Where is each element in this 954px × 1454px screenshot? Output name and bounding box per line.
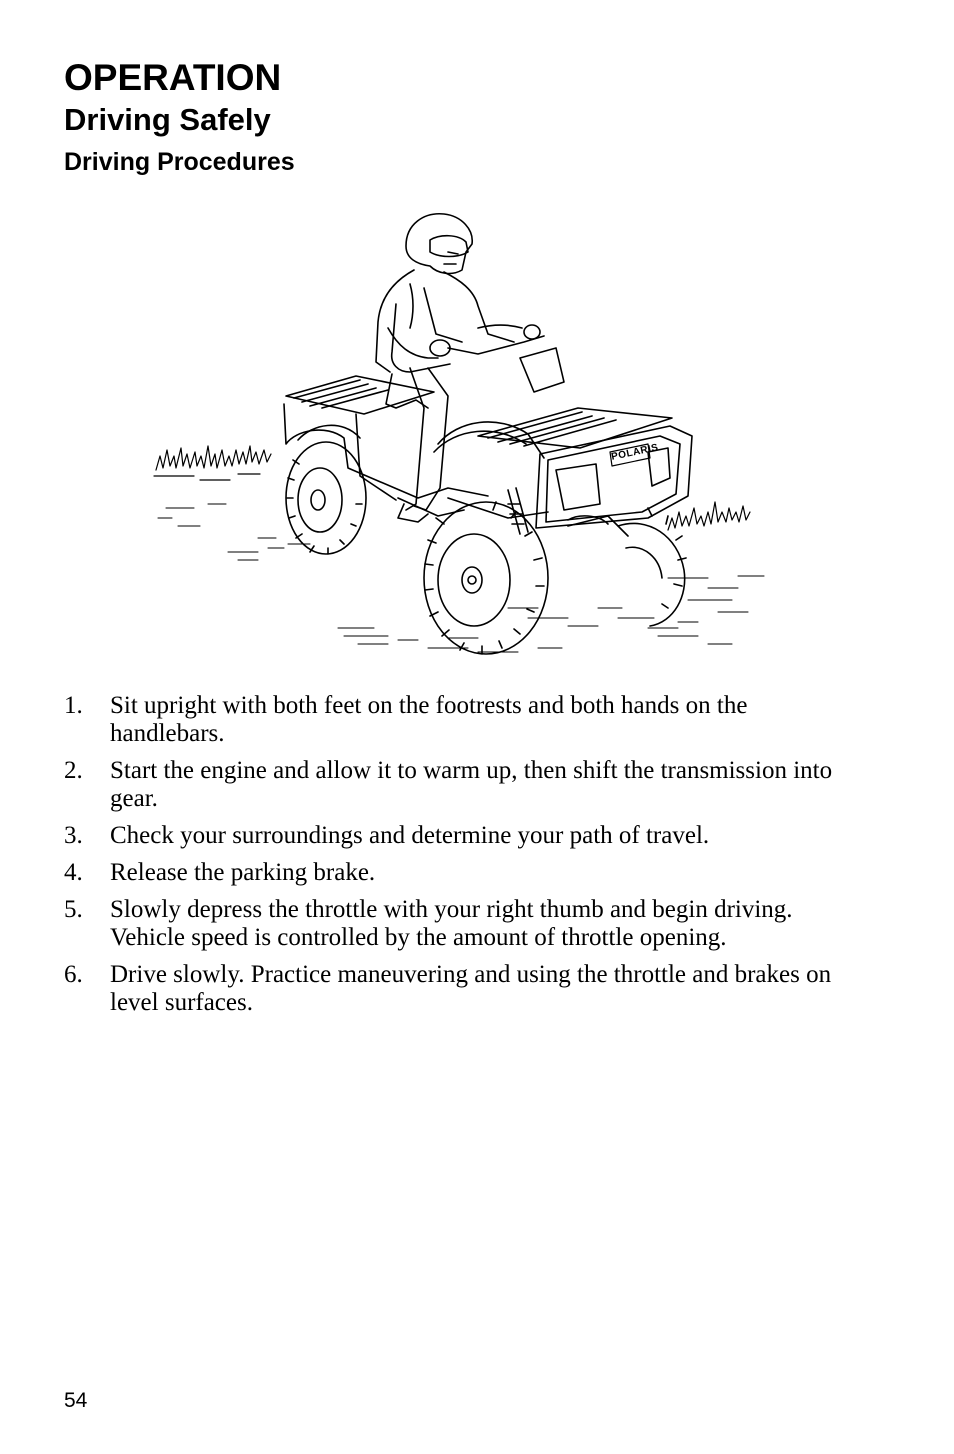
brand-logo-text: POLARIS — [610, 442, 660, 463]
step-text: Start the engine and allow it to warm up, then shift the transmission into gear. — [110, 757, 833, 812]
step-number: 6. — [64, 961, 83, 988]
step-number: 2. — [64, 757, 83, 784]
step-item — [64, 692, 844, 748]
step-item — [64, 822, 844, 850]
atv-rider-illustration — [148, 208, 778, 660]
step-number: 5. — [64, 896, 83, 923]
grass-right — [668, 502, 750, 530]
atv-body — [284, 348, 692, 536]
grass-left — [154, 446, 271, 480]
step-item — [64, 961, 844, 1017]
subsection-title: Driving Safely — [64, 102, 271, 137]
step-text: Check your surroundings and determine your path of travel. — [110, 822, 710, 849]
section-title: OPERATION — [64, 57, 282, 98]
step-text: Drive slowly. Practice maneuvering and using the throttle and brakes on level surfaces. — [110, 961, 832, 1016]
rear-wheel — [286, 442, 366, 554]
step-item — [64, 757, 844, 813]
step-text: Slowly depress the throttle with your right thumb and begin driving. Vehicle speed is controlled by the amount of throttle opening. — [110, 896, 793, 951]
step-number: 3. — [64, 822, 83, 849]
step-text: Release the parking brake. — [110, 859, 376, 886]
procedure-steps — [64, 692, 844, 1026]
step-text: Sit upright with both feet on the footrests and both hands on the handlebars. — [110, 692, 748, 747]
rider — [376, 214, 544, 522]
front-wheel — [424, 502, 548, 654]
step-item — [64, 896, 844, 952]
topic-title: Driving Procedures — [64, 148, 295, 176]
step-number: 1. — [64, 692, 83, 719]
step-item — [64, 859, 844, 887]
step-number: 4. — [64, 859, 83, 886]
ground-lines — [158, 504, 764, 652]
page-number: 54 — [64, 1389, 88, 1412]
